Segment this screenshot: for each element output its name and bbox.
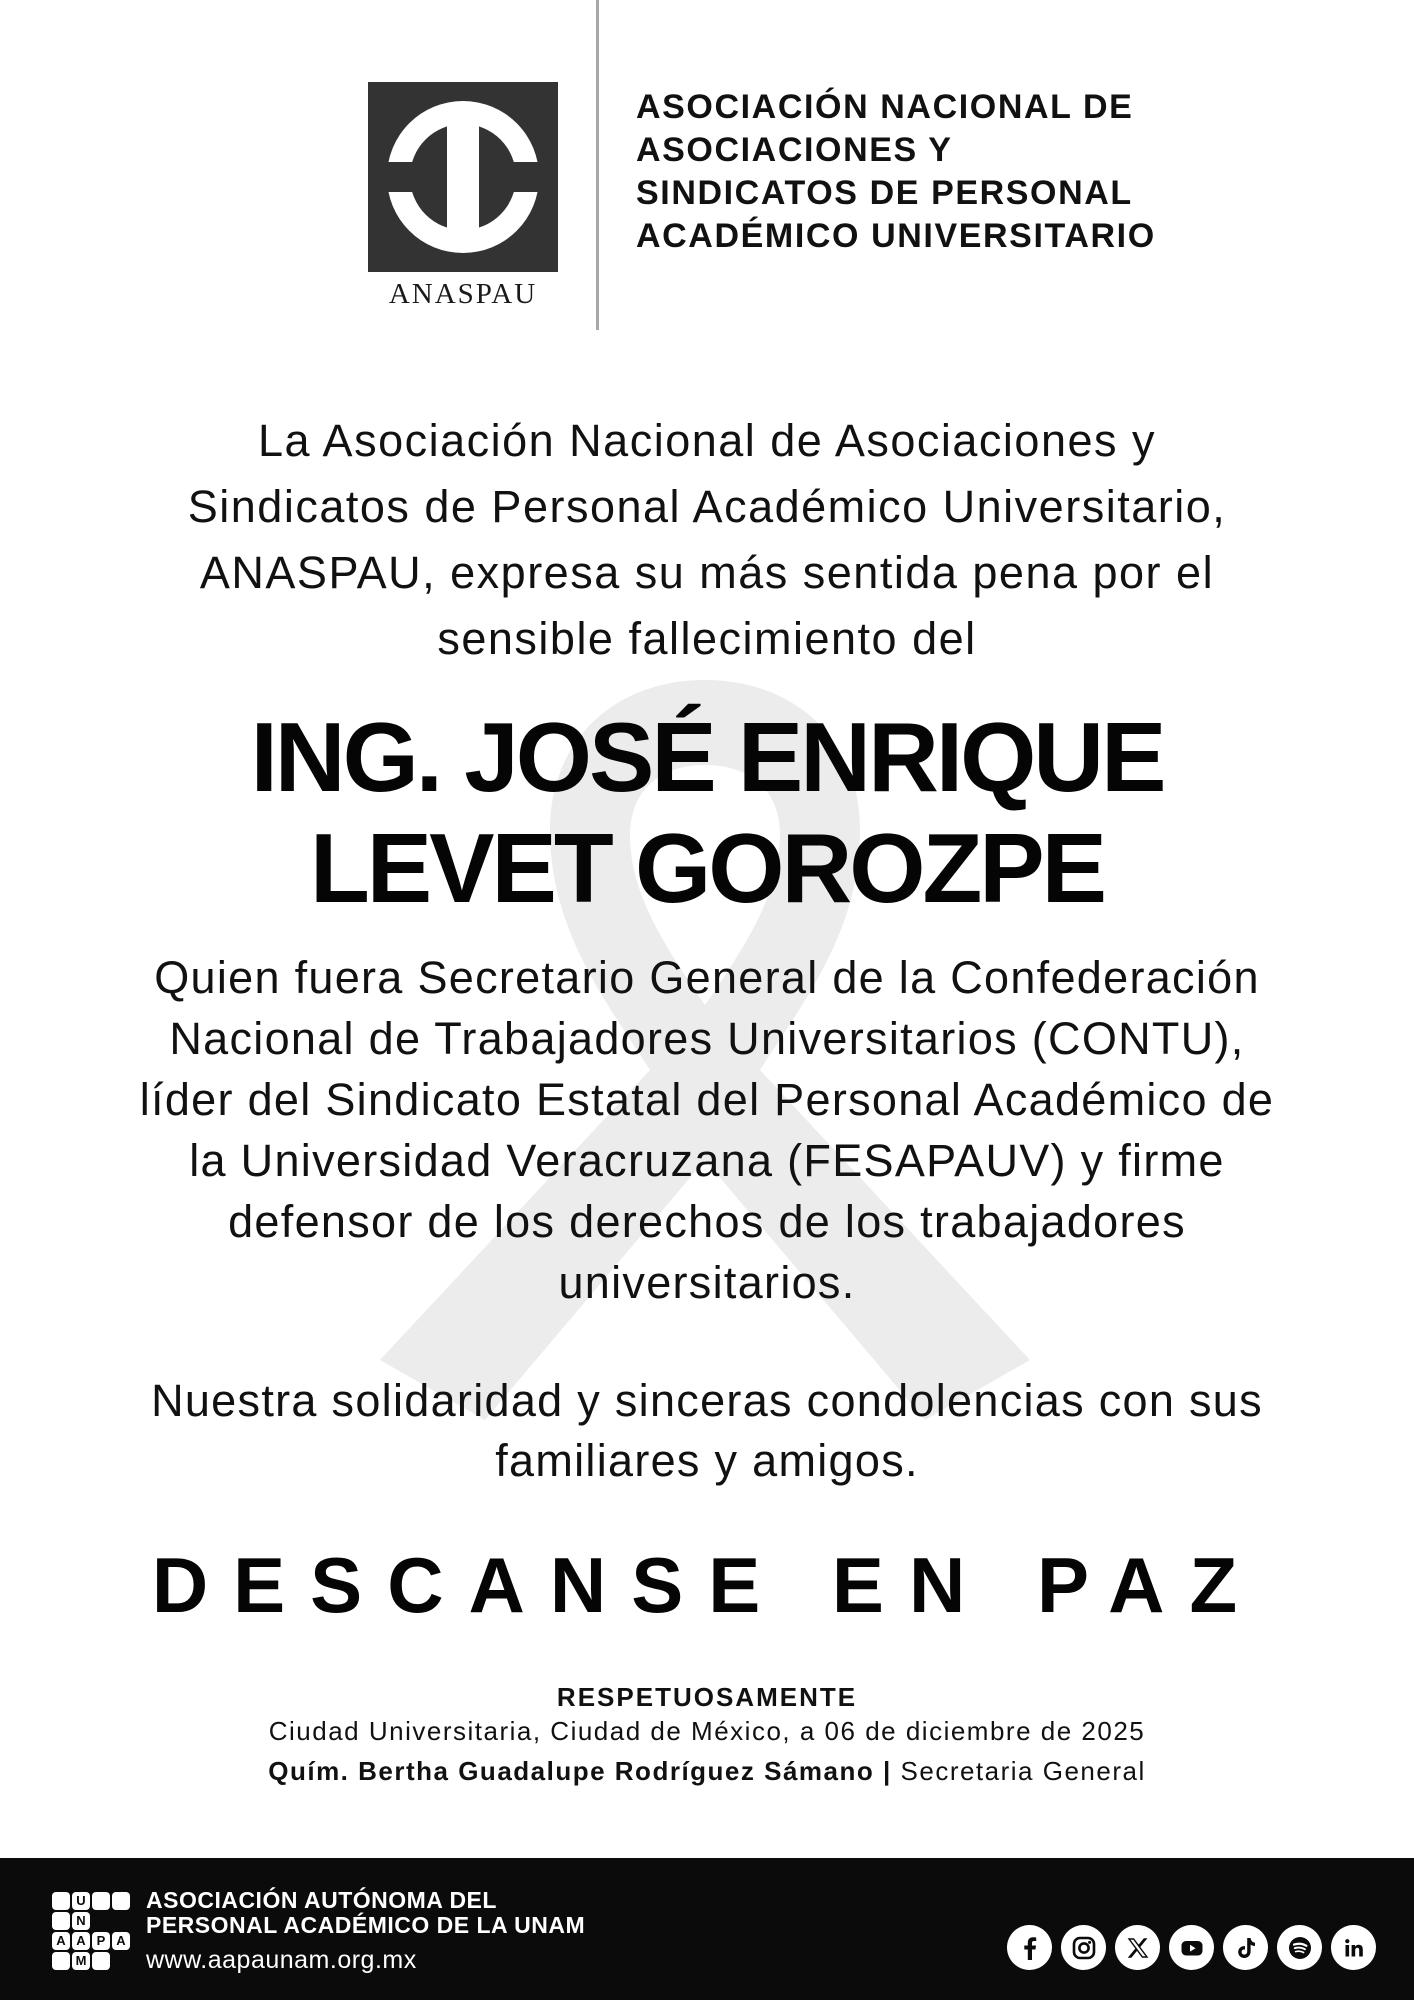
intro-line: sensible fallecimiento del: [437, 613, 977, 664]
logo-cell: A: [52, 1932, 70, 1950]
org-name-line: ACADÉMICO UNIVERSITARIO: [636, 217, 1156, 255]
bio-line: defensor de los derechos de los trabajadores: [228, 1196, 1186, 1247]
tiktok-icon[interactable]: [1223, 1925, 1268, 1970]
place-and-date: Ciudad Universitaria, Ciudad de México, a 06 de diciembre de 2025: [268, 1716, 1146, 1746]
deceased-name: [40, 702, 1374, 924]
header: [0, 0, 1414, 335]
header-divider: [596, 0, 599, 330]
org-name-line: ASOCIACIÓN NACIONAL DE: [636, 88, 1134, 126]
anaspau-logo: [368, 82, 558, 314]
intro-line: ANASPAU, expresa su más sentida pena por el: [199, 547, 1215, 598]
logo-cell: [92, 1892, 110, 1910]
footer-title-line: ASOCIACIÓN AUTÓNOMA DEL: [146, 1887, 497, 1913]
aapaunam-logo: [52, 1892, 132, 1972]
x-icon[interactable]: [1115, 1925, 1160, 1970]
intro-line: La Asociación Nacional de Asociaciones y: [257, 415, 1156, 466]
spotify-icon[interactable]: [1277, 1925, 1322, 1970]
bio-line: universitarios.: [558, 1257, 856, 1308]
signer-title: Secretaria General: [900, 1756, 1146, 1786]
rest-in-peace-heading: DESCANSE EN PAZ: [151, 1541, 1263, 1629]
footer-organization-name: [146, 1888, 585, 1938]
name-line: LEVET GOROZPE: [309, 813, 1105, 923]
logo-text: ANASPAU: [388, 278, 538, 310]
bio-line: Quien fuera Secretario General de la Confederación: [154, 952, 1260, 1003]
solidarity-line: familiares y amigos.: [495, 1435, 919, 1486]
bio-line: líder del Sindicato Estatal del Personal Académico de: [139, 1074, 1275, 1125]
logo-cell: [92, 1952, 110, 1970]
logo-cell: M: [72, 1952, 90, 1970]
logo-cell: A: [72, 1932, 90, 1950]
logo-cell: A: [112, 1932, 130, 1950]
organization-name: [636, 86, 1196, 258]
youtube-icon[interactable]: [1169, 1925, 1214, 1970]
org-name-line: ASOCIACIONES Y: [636, 131, 953, 169]
respectfully-label: RESPETUOSAMENTE: [556, 1682, 858, 1712]
footer: [0, 1858, 1414, 2000]
bio-paragraph: [40, 947, 1374, 1313]
intro-line: Sindicatos de Personal Académico Universitario,: [187, 481, 1227, 532]
logo-cell: P: [92, 1932, 110, 1950]
org-name-line: SINDICATOS DE PERSONAL: [636, 174, 1133, 212]
solidarity-paragraph: [40, 1371, 1374, 1491]
linkedin-icon[interactable]: [1331, 1925, 1376, 1970]
intro-paragraph: [80, 408, 1334, 672]
signature-line: [0, 1756, 1414, 1787]
logo-cell: [52, 1912, 70, 1930]
logo-cell: [52, 1952, 70, 1970]
website-link[interactable]: www.aapaunam.org.mx: [146, 1946, 417, 1974]
logo-cell: U: [72, 1892, 90, 1910]
footer-title-line: PERSONAL ACADÉMICO DE LA UNAM: [146, 1912, 586, 1938]
logo-cell: N: [72, 1912, 90, 1930]
logo-cell: [112, 1892, 130, 1910]
logo-cell: [52, 1892, 70, 1910]
name-line: ING. JOSÉ ENRIQUE: [250, 702, 1164, 812]
facebook-icon[interactable]: [1007, 1925, 1052, 1970]
solidarity-line: Nuestra solidaridad y sinceras condolencias con sus: [151, 1375, 1263, 1426]
anaspau-emblem-icon: [368, 82, 558, 272]
signer-name: Quím. Bertha Guadalupe Rodríguez Sámano: [268, 1756, 875, 1786]
instagram-icon[interactable]: [1061, 1925, 1106, 1970]
signature-separator: |: [883, 1756, 892, 1786]
bio-line: Nacional de Trabajadores Universitarios (CONTU),: [169, 1013, 1245, 1064]
bio-line: la Universidad Veracruzana (FESAPAUV) y firme: [189, 1135, 1225, 1186]
social-links: [1007, 1925, 1376, 1970]
